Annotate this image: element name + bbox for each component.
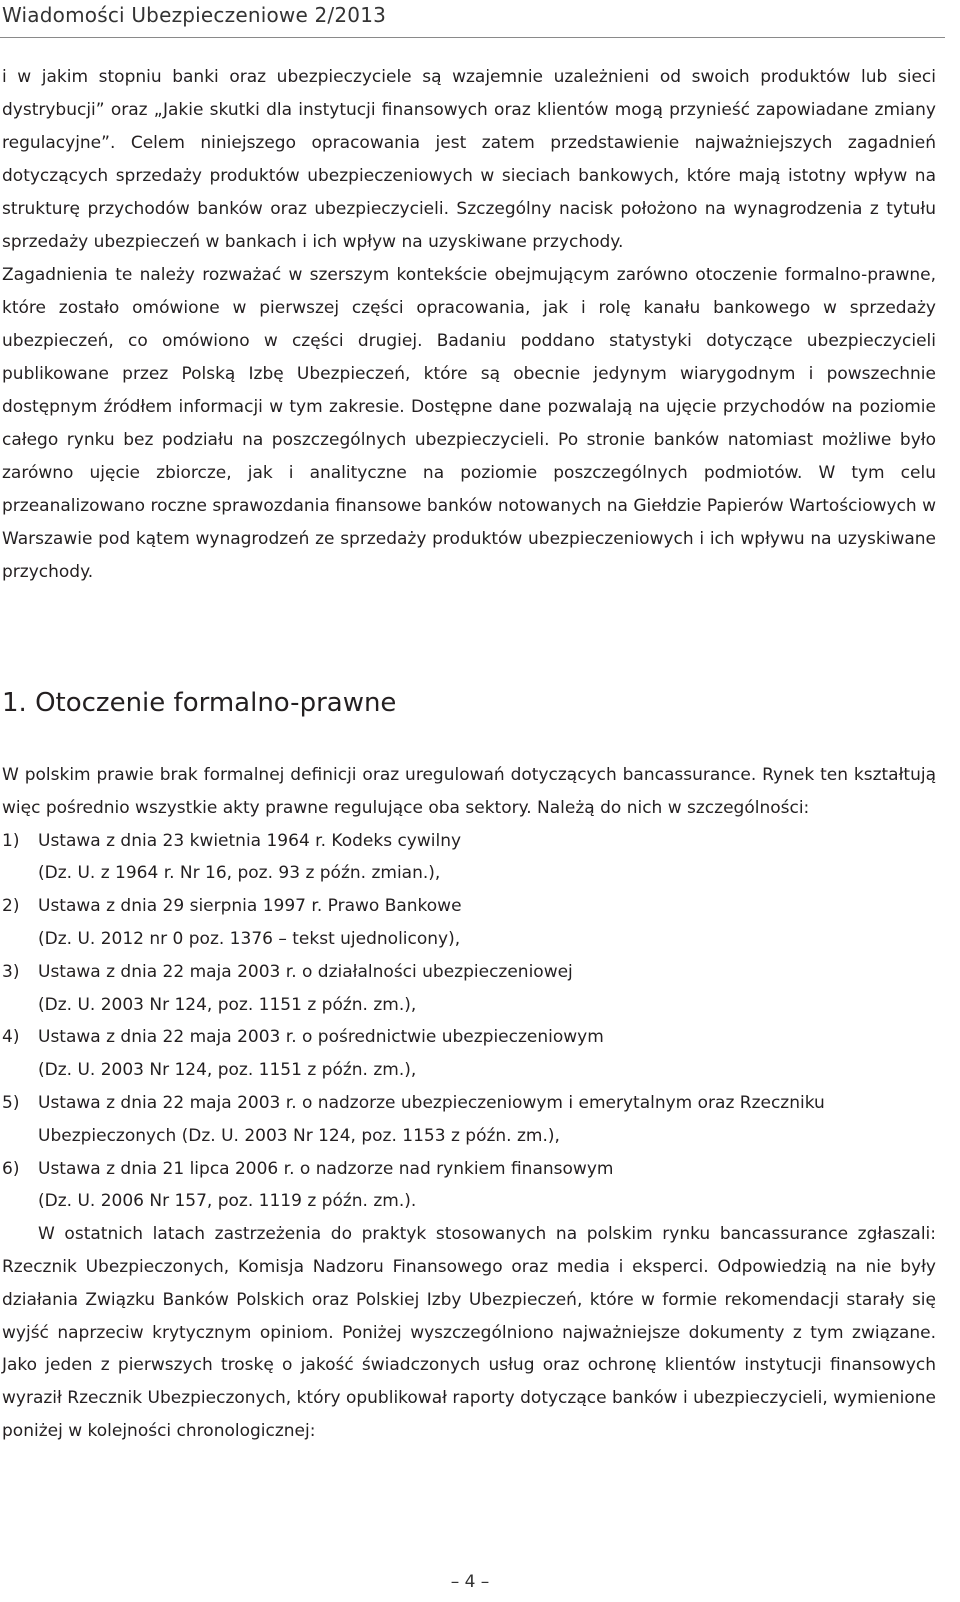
list-item-number: 2) <box>2 896 20 917</box>
intro-text <box>2 61 936 589</box>
list-item-title: Ustawa z dnia 22 maja 2003 r. o pośrednictwie ubezpieczeniowym <box>38 1027 604 1048</box>
list-item-title: Ustawa z dnia 22 maja 2003 r. o nadzorze ubezpieczeniowym i emerytalnym oraz Rzeczniku <box>38 1092 825 1113</box>
list-item-number: 5) <box>2 1092 20 1113</box>
list-item-title: Ustawa z dnia 23 kwietnia 1964 r. Kodeks cywilny <box>38 830 462 851</box>
running-header <box>0 0 945 38</box>
list-item <box>2 825 936 891</box>
list-item-citation: (Dz. U. 2012 nr 0 poz. 1376 – tekst ujednolicony), <box>38 928 461 949</box>
law-list <box>2 825 936 1219</box>
list-item-title: Ustawa z dnia 22 maja 2003 r. o działalności ubezpieczeniowej <box>38 961 573 982</box>
section-heading: 1. Otoczenie formalno-prawne <box>2 688 397 718</box>
list-item-citation: (Dz. U. 2003 Nr 124, poz. 1151 z późn. zm.), <box>38 1060 417 1081</box>
intro-paragraph-1: i w jakim stopniu banki oraz ubezpieczyciele są wzajemnie uzależnieni od swoich produktów lub sieci dystrybucji” oraz „Jakie skutki dla instytucji finansowych oraz klientów mogą przynieść zapowiadane zmiany regulacyjne”. Celem niniejszego opracowania jest zatem przedstawienie najważniejszych zagadnień dotyczących sprzedaży produktów ubezpieczeniowych w sieciach bankowych, które mają istotny wpływ na strukturę przychodów banków oraz ubezpieczycieli. Szczególny nacisk położono na wynagrodzenia z tytułu sprzedaży ubezpieczeń w bankach i ich wpływ na uzyskiwane przychody. <box>2 67 936 252</box>
list-item <box>2 1153 936 1219</box>
list-item-number: 3) <box>2 961 20 982</box>
list-item-number: 6) <box>2 1158 20 1179</box>
section-intro-paragraph: W polskim prawie brak formalnej definicji oraz uregulowań dotyczących bancassurance. Rynek ten kształtują więc pośrednio wszystkie akty prawne regulujące oba sektory. Należą do nich w szczególności: <box>2 765 936 818</box>
list-item-citation: (Dz. U. 2006 Nr 157, poz. 1119 z późn. zm.). <box>38 1191 417 1212</box>
list-item-citation: (Dz. U. 2003 Nr 124, poz. 1151 z późn. zm.), <box>38 994 417 1015</box>
page-number: – 4 – <box>450 1572 490 1592</box>
list-item <box>2 1087 936 1153</box>
section-closing-paragraph: W ostatnich latach zastrzeżenia do praktyk stosowanych na polskim rynku bancassurance zgłaszali: Rzecznik Ubezpieczonych, Komisja Nadzoru Finansowego oraz media i eksperci. Odpowiedzią na nie były działania Związku Banków Polskich oraz Polskiej Izby Ubezpieczeń, które w formie rekomendacji starały się wyjść naprzeciw krytycznym opiniom. Poniżej wyszczególniono najważniejsze dokumenty z tym związane. Jako jeden z pierwszych troskę o jakość świadczonych usług oraz ochronę klientów instytucji finansowych wyraził Rzecznik Ubezpieczonych, który opublikował raporty dotyczące banków i ubezpieczycieli, wymienione poniżej w kolejności chronologicznej: <box>2 1224 936 1441</box>
list-item-title: Ustawa z dnia 29 sierpnia 1997 r. Prawo Bankowe <box>38 896 462 917</box>
intro-paragraph-2: Zagadnienia te należy rozważać w szerszym kontekście obejmującym zarówno otoczenie formalno-prawne, które zostało omówione w pierwszej części opracowania, jak i rolę kanału bankowego w sprzedaży ubezpieczeń, co omówiono w części drugiej. Badaniu poddano statystyki dotyczące ubezpieczycieli publikowane przez Polską Izbę Ubezpieczeń, które są obecnie jedynym wiarygodnym i powszechnie dostępnym źródłem informacji w tym zakresie. Dostępne dane pozwalają na ujęcie przychodów na poziomie całego rynku bez podziału na poszczególnych ubezpieczycieli. Po stronie banków natomiast możliwe było zarówno ujęcie zbiorcze, jak i analityczne na poziomie poszczególnych podmiotów. W tym celu przeanalizowano roczne sprawozdania finansowe banków notowanych na Giełdzie Papierów Wartościowych w Warszawie pod kątem wynagrodzeń ze sprzedaży produktów ubezpieczeniowych i ich wpływu na uzyskiwane przychody. <box>2 265 936 582</box>
journal-title: Wiadomości Ubezpieczeniowe 2/2013 <box>2 3 387 27</box>
list-item-number: 1) <box>2 830 20 851</box>
section-body <box>2 759 936 1448</box>
list-item-title: Ustawa z dnia 21 lipca 2006 r. o nadzorze nad rynkiem finansowym <box>38 1158 614 1179</box>
list-item-citation: Ubezpieczonych (Dz. U. 2003 Nr 124, poz. 1153 z późn. zm.), <box>38 1125 560 1146</box>
list-item <box>2 956 936 1022</box>
list-item-number: 4) <box>2 1027 20 1048</box>
list-item <box>2 1021 936 1087</box>
list-item-citation: (Dz. U. z 1964 r. Nr 16, poz. 93 z późn. zmian.), <box>38 863 441 884</box>
list-item <box>2 890 936 956</box>
